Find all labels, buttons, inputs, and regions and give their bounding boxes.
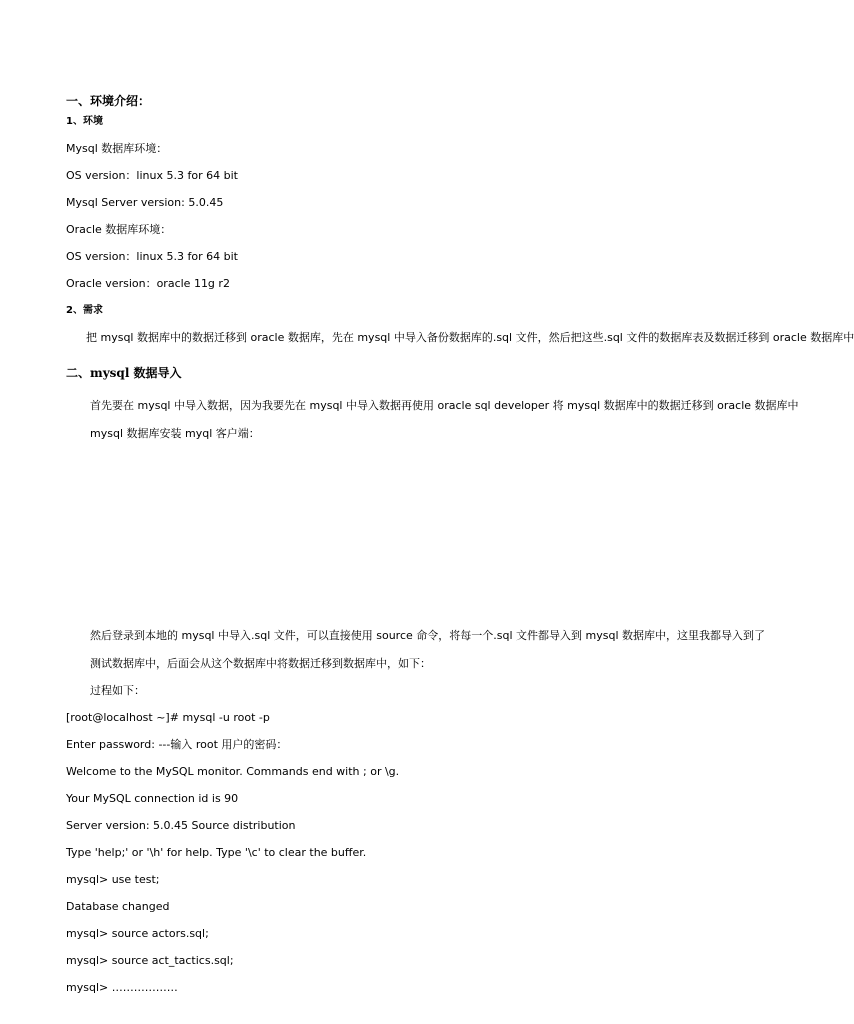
- console-line: mysql> source act_tactics.sql;: [66, 954, 234, 967]
- console-line: mysql> ………………: [66, 981, 178, 994]
- doc-title: 一、环境介绍：: [66, 94, 151, 108]
- console-line: mysql> use test;: [66, 873, 160, 886]
- env-mysql-label: Mysql 数据库环境：: [66, 142, 168, 155]
- part-2-paragraph-1: 首先要在 mysql 中导入数据，因为我要先在 mysql 中导入数据再使用 oracle sql developer 将 mysql 数据库中的数据迁移到 oracle 数据库中: [90, 399, 799, 412]
- console-line: Type 'help;' or '\h' for help. Type '\c' to clear the buffer.: [66, 846, 367, 859]
- console-line: [root@localhost ~]# mysql -u root -p: [66, 711, 270, 724]
- env-oracle-label: Oracle 数据库环境：: [66, 223, 172, 236]
- part-2-paragraph-4: 测试数据库中，后面会从这个数据库中将数据迁移到数据库中，如下：: [90, 657, 431, 670]
- section-2-heading: 2、需求: [66, 305, 103, 316]
- console-line: Enter password: ---输入 root 用户的密码：: [66, 738, 288, 751]
- console-line: mysql> source actors.sql;: [66, 927, 209, 940]
- console-line: Server version: 5.0.45 Source distribution: [66, 819, 296, 832]
- part-2-paragraph-2: mysql 数据库安装 myql 客户端：: [90, 427, 260, 440]
- console-line: Database changed: [66, 900, 170, 913]
- env-mysql-version: Mysql Server version: 5.0.45: [66, 196, 224, 209]
- console-line: Your MySQL connection id is 90: [66, 792, 239, 805]
- requirement-text: 把 mysql 数据库中的数据迁移到 oracle 数据库，先在 mysql 中导入备份数据库的.sql 文件，然后把这些.sql 文件的数据库表及数据迁移到 oracle 数据库中: [86, 331, 854, 344]
- part-2-paragraph-5: 过程如下：: [90, 684, 145, 697]
- env-oracle-version: Oracle version：oracle 11g r2: [66, 277, 230, 290]
- part-2-heading: 二、mysql 数据导入: [66, 366, 182, 380]
- env-oracle-os: OS version：linux 5.3 for 64 bit: [66, 250, 238, 263]
- console-line: Welcome to the MySQL monitor. Commands end with ; or \g.: [66, 765, 400, 778]
- part-2-paragraph-3: 然后登录到本地的 mysql 中导入.sql 文件，可以直接使用 source 命令，将每一个.sql 文件都导入到 mysql 数据库中，这里我都导入到了: [90, 629, 766, 642]
- section-1-heading: 1、环境: [66, 116, 103, 127]
- env-mysql-os: OS version：linux 5.3 for 64 bit: [66, 169, 238, 182]
